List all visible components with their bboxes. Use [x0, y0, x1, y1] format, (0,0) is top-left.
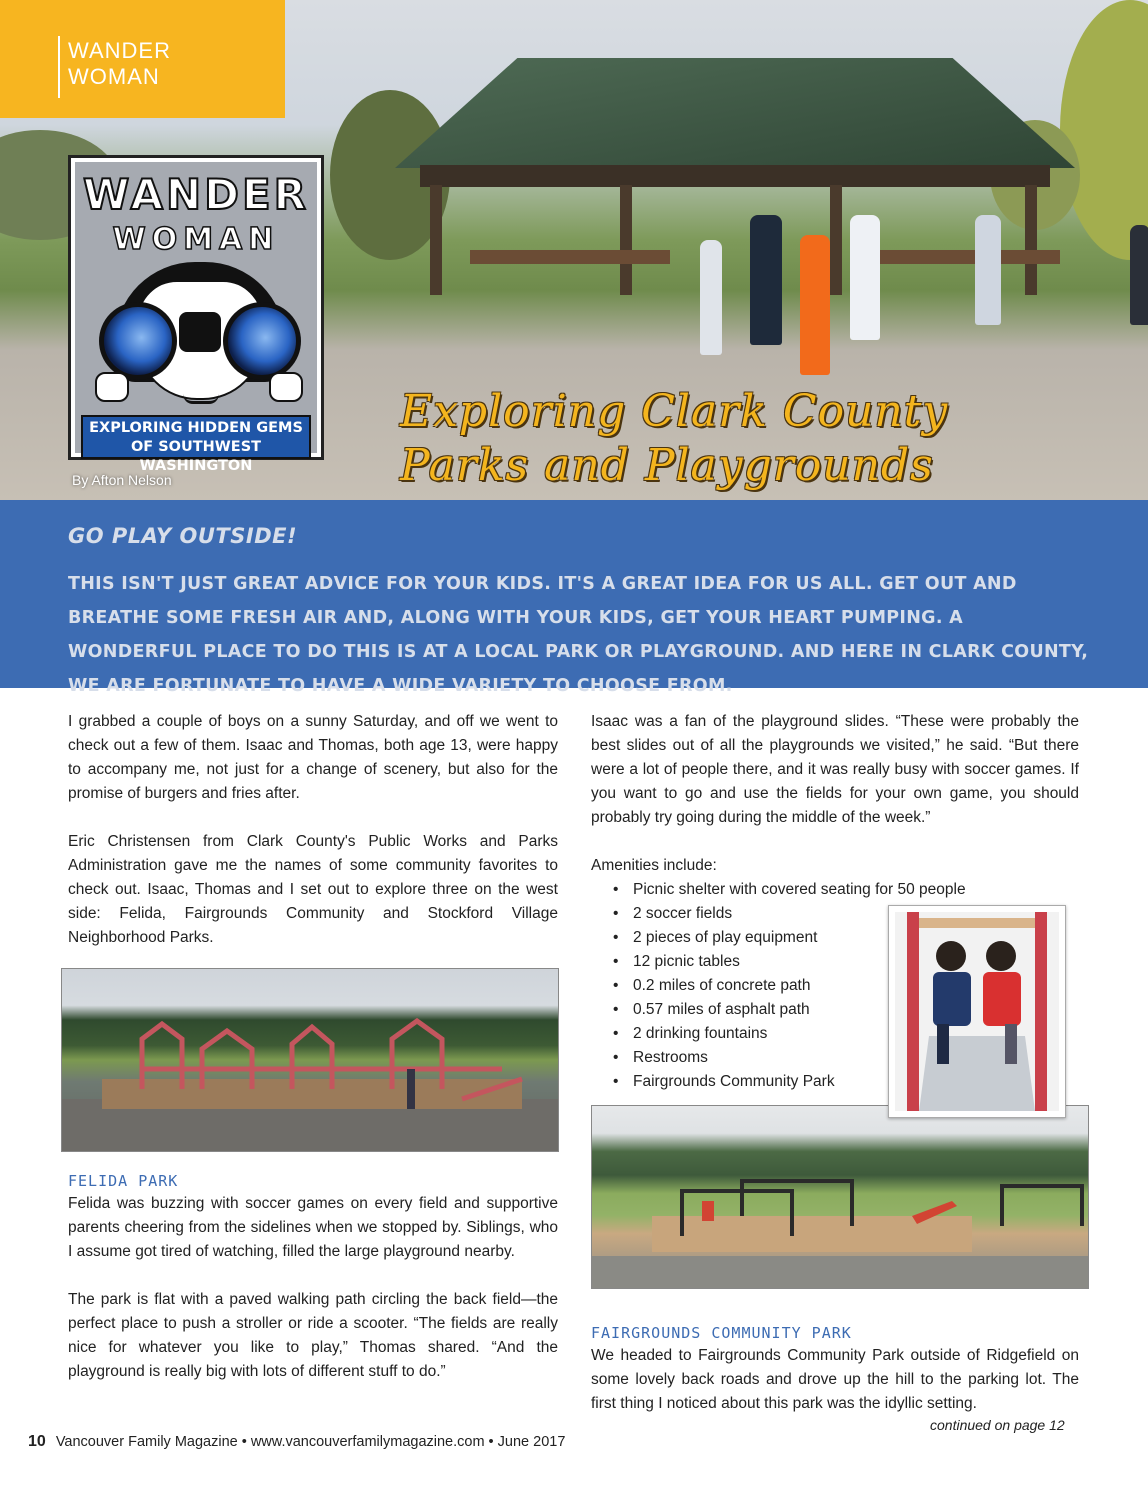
paragraph: I grabbed a couple of boys on a sunny Saturday, and off we went to check out a few of them. Isaac and Thomas, both age 13, were happy to accompany me, not just for a change of scenery, but also for the promise of burgers and fries after.: [68, 713, 558, 802]
section-tag-line2: WOMAN: [68, 64, 160, 89]
wander-woman-logo: [68, 155, 324, 474]
list-item: • Picnic shelter with covered seating for 50 people: [609, 878, 1079, 902]
continued-note: continued on page 12: [930, 1417, 1065, 1433]
binocular-bridge: [179, 312, 221, 352]
section-tag-line1: WANDER: [68, 38, 171, 63]
article-title: Exploring Clark County Parks and Playgrounds: [400, 386, 949, 491]
list-item: • 2 pieces of play equipment: [609, 926, 1079, 950]
section-tag: [0, 0, 285, 118]
paragraph: Felida was buzzing with soccer games on every field and supportive parents cheering from the sidelines when we stopped by. Siblings, who I assume got tired of watching, filled the large playground nearby.: [68, 1195, 558, 1260]
paragraph: The park is flat with a paved walking path circling the back field—the perfect place to push a stroller or ride a scooter. “The fields are really nice for whatever you like to play,” Thomas shared. “And the playground is really big with lots of different stuff to do.”: [68, 1291, 558, 1380]
logo-title-2: WOMAN: [112, 222, 280, 257]
fairgrounds-park-photo: [591, 1105, 1089, 1289]
intro-kicker: GO PLAY OUTSIDE!: [68, 524, 298, 548]
list-item: • 0.2 miles of concrete path: [609, 974, 1079, 998]
paragraph: Isaac was a fan of the playground slides. “These were probably the best slides out of all the playgrounds we visited,” he said. “But there were a lot of people there, and it was really busy with soccer games. If you want to go and use the fields for your own game, you should probably try going during the middle of the week.”: [591, 713, 1079, 826]
logo-title-1: WANDER: [83, 170, 309, 219]
list-item: • 12 picnic tables: [609, 950, 1079, 974]
felida-park-photo: [61, 968, 559, 1152]
binocular-left-icon: [99, 302, 177, 380]
list-item: • Fairgrounds Community Park: [609, 1070, 1079, 1094]
intro-body: THIS ISN'T JUST GREAT ADVICE FOR YOUR KIDS. IT'S A GREAT IDEA FOR US ALL. GET OUT AND BREATHE SOME FRESH AIR AND, ALONG WITH YOUR KIDS, GET YOUR HEART PUMPING. A WONDERFUL PLACE TO DO THIS IS AT A LOCAL PARK OR PLAYGROUND. AND HERE IN CLARK COUNTY, WE ARE FORTUNATE TO HAVE A WIDE VARIETY TO CHOOSE FROM.: [68, 574, 1089, 696]
list-item: • 0.57 miles of asphalt path: [609, 998, 1079, 1022]
paragraph: We headed to Fairgrounds Community Park outside of Ridgefield on some lovely back roads and drove up the hill to the parking lot. The first thing I noticed about this park was the idyllic setting.: [591, 1347, 1079, 1412]
list-item: • 2 soccer fields: [609, 902, 1079, 926]
list-item: • 2 drinking fountains: [609, 1022, 1079, 1046]
pavilion-roof: [395, 58, 1075, 168]
page-number: 10: [28, 1433, 46, 1450]
fairgrounds-heading: FAIRGROUNDS COMMUNITY PARK: [591, 1324, 852, 1342]
footer-text: Vancouver Family Magazine • www.vancouverfamilymagazine.com • June 2017: [55, 1434, 566, 1450]
binocular-right-icon: [223, 302, 301, 380]
slide-photo: [888, 905, 1066, 1118]
amenities-intro: Amenities include:: [591, 857, 717, 874]
list-item: • Restrooms: [609, 1046, 1079, 1070]
page-footer: [28, 1433, 565, 1451]
logo-tagline: EXPLORING HIDDEN GEMS OF SOUTHWEST WASHINGTON: [81, 415, 311, 459]
byline: By Afton Nelson: [72, 472, 172, 488]
felida-heading: FELIDA PARK: [68, 1172, 179, 1190]
paragraph: Eric Christensen from Clark County's Public Works and Parks Administration gave me the names of some community favorites to check out. Isaac, Thomas and I set out to explore three on the west side: Felida, Fairgrounds Community and Stockford Village Neighborhood Parks.: [68, 833, 558, 946]
intro-band: [0, 500, 1148, 696]
